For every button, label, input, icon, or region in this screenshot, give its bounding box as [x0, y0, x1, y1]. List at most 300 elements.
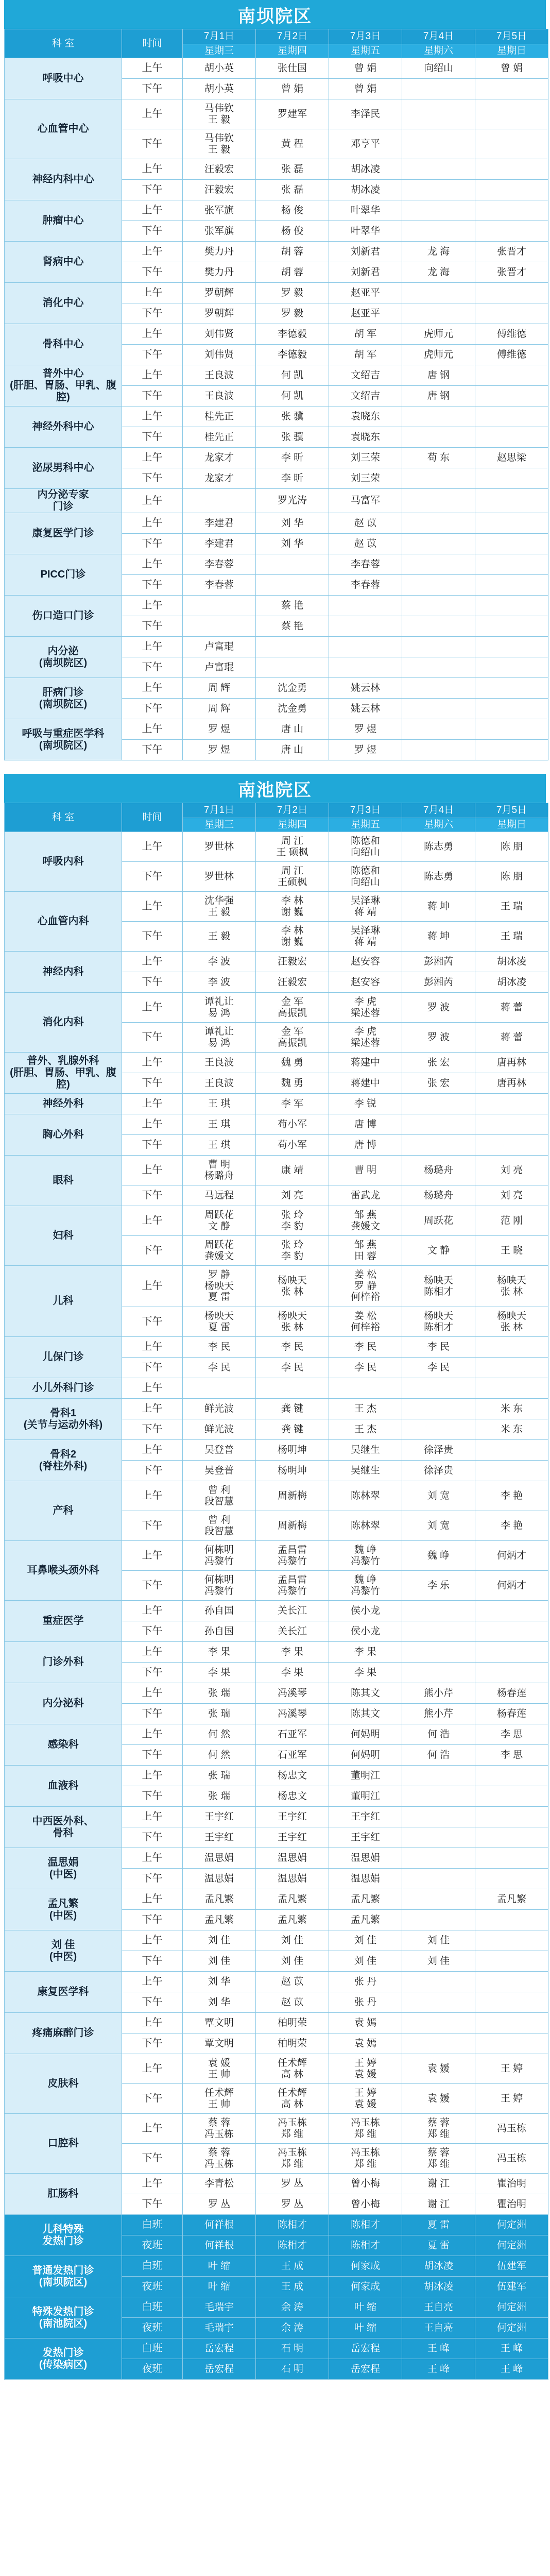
doctor-cell: 杨映天 张 林 — [475, 1266, 548, 1307]
doctor-cell — [475, 129, 548, 159]
doctor-cell: 毛瑞宇 — [183, 2318, 256, 2338]
time-slot: 下午 — [122, 468, 183, 489]
doctor-cell: 孟凡繁 — [329, 1910, 402, 1930]
schedule-table — [4, 29, 548, 760]
doctor-cell: 姜 松 罗 静 何梓裕 — [329, 1266, 402, 1307]
doctor-cell: 李 林 谢 巍 — [256, 892, 329, 922]
doctor-cell: 蒋 坤 — [402, 922, 475, 952]
doctor-cell — [475, 221, 548, 242]
doctor-cell — [475, 489, 548, 513]
table-row — [5, 1766, 548, 1786]
doctor-cell: 李 思 — [475, 1745, 548, 1766]
doctor-cell: 董明江 — [329, 1786, 402, 1807]
doctor-cell: 李 波 — [183, 972, 256, 993]
doctor-cell: 何祥根 — [183, 2235, 256, 2256]
time-slot: 上午 — [122, 1337, 183, 1358]
doctor-cell — [183, 596, 256, 616]
doctor-cell: 刘三荣 — [329, 468, 402, 489]
doctor-cell — [475, 427, 548, 448]
doctor-cell: 李建君 — [183, 513, 256, 534]
doctor-cell: 侯小龙 — [329, 1621, 402, 1642]
doctor-cell: 罗 丛 — [256, 2174, 329, 2194]
doctor-cell: 张 宏 — [402, 1053, 475, 1073]
doctor-cell — [475, 1807, 548, 1827]
doctor-cell: 何家成 — [329, 2277, 402, 2297]
doctor-cell: 王 婷 — [475, 2084, 548, 2114]
doctor-cell: 李 民 — [256, 1358, 329, 1378]
doctor-cell: 罗 煜 — [183, 740, 256, 760]
doctor-cell: 刘 佳 — [329, 1951, 402, 1972]
doctor-cell: 苟小军 — [256, 1114, 329, 1135]
doctor-cell: 吴继生 — [329, 1440, 402, 1461]
doctor-cell — [402, 1910, 475, 1930]
doctor-cell: 陈其文 — [329, 1704, 402, 1724]
doctor-cell: 杨忠文 — [256, 1786, 329, 1807]
doctor-cell: 任术辉 高 林 — [256, 2054, 329, 2084]
time-slot: 上午 — [122, 1266, 183, 1307]
doctor-cell — [475, 657, 548, 678]
doctor-cell: 何 凯 — [256, 365, 329, 386]
time-column-header: 时间 — [122, 803, 183, 832]
table-row — [5, 596, 548, 616]
doctor-cell — [256, 1378, 329, 1399]
doctor-cell: 罗 丛 — [256, 2194, 329, 2215]
doctor-cell: 蔡 蓉 冯玉栋 — [183, 2114, 256, 2144]
doctor-cell — [475, 699, 548, 719]
date-header: 7月5日 — [475, 803, 548, 818]
time-slot: 下午 — [122, 657, 183, 678]
doctor-cell: 谭礼让 易 鸿 — [183, 1023, 256, 1053]
time-slot: 下午 — [122, 2144, 183, 2174]
department-name: 神经内科 — [5, 952, 122, 993]
doctor-cell: 刘 亮 — [475, 1156, 548, 1185]
doctor-cell — [475, 200, 548, 221]
doctor-cell: 余 涛 — [256, 2297, 329, 2318]
doctor-cell: 叶 缩 — [329, 2297, 402, 2318]
department-name: 康复医学门诊 — [5, 513, 122, 554]
doctor-cell: 唐 山 — [256, 740, 329, 760]
time-slot: 上午 — [122, 1807, 183, 1827]
doctor-cell — [475, 2033, 548, 2054]
doctor-cell: 李 民 — [402, 1337, 475, 1358]
table-row — [5, 1337, 548, 1358]
doctor-cell: 冯溪琴 — [256, 1704, 329, 1724]
department-name: 眼科 — [5, 1156, 122, 1206]
doctor-cell: 刘 华 — [256, 513, 329, 534]
doctor-cell: 胡冰凌 — [475, 952, 548, 972]
time-slot: 上午 — [122, 2054, 183, 2084]
doctor-cell — [475, 596, 548, 616]
doctor-cell: 曹 明 — [329, 1156, 402, 1185]
time-slot: 下午 — [122, 1786, 183, 1807]
table-row — [5, 1156, 548, 1185]
doctor-cell: 刘 华 — [256, 534, 329, 554]
time-slot: 下午 — [122, 1461, 183, 1481]
doctor-cell — [475, 1440, 548, 1461]
time-slot: 上午 — [122, 1114, 183, 1135]
department-name: 骨科2 (脊柱外科) — [5, 1440, 122, 1481]
department-name: 普通发热门诊 (南坝院区) — [5, 2256, 122, 2297]
doctor-cell: 王 晓 — [475, 1236, 548, 1266]
date-header: 7月3日 — [329, 803, 402, 818]
doctor-cell — [475, 1951, 548, 1972]
doctor-cell: 鲜光波 — [183, 1399, 256, 1419]
doctor-cell: 袁 媛 — [402, 2054, 475, 2084]
doctor-cell: 向绍山 — [402, 58, 475, 79]
doctor-cell: 曾 利 段智慧 — [183, 1481, 256, 1511]
time-slot: 下午 — [122, 345, 183, 365]
doctor-cell: 米 东 — [475, 1399, 548, 1419]
table-row — [5, 1601, 548, 1621]
doctor-cell: 马远程 — [183, 1185, 256, 1206]
doctor-cell: 李 民 — [329, 1358, 402, 1378]
doctor-cell: 石 明 — [256, 2338, 329, 2359]
doctor-cell: 汪毅宏 — [256, 952, 329, 972]
table-row — [5, 200, 548, 221]
doctor-cell — [475, 1910, 548, 1930]
doctor-cell: 何家成 — [329, 2256, 402, 2277]
time-slot: 下午 — [122, 221, 183, 242]
doctor-cell: 卢富琨 — [183, 637, 256, 657]
department-name: 产科 — [5, 1481, 122, 1541]
time-slot: 上午 — [122, 513, 183, 534]
doctor-cell: 杨璐舟 — [402, 1156, 475, 1185]
doctor-cell: 夏 雷 — [402, 2215, 475, 2235]
date-header: 7月3日 — [329, 29, 402, 44]
doctor-cell: 何 然 — [183, 1724, 256, 1745]
doctor-cell: 唐 钢 — [402, 386, 475, 406]
doctor-cell: 杨映天 张 林 — [256, 1307, 329, 1337]
doctor-cell — [475, 283, 548, 303]
doctor-cell: 李 虎 梁述蓉 — [329, 993, 402, 1023]
table-row — [5, 2054, 548, 2084]
doctor-cell: 罗 丛 — [183, 2194, 256, 2215]
table-row — [5, 242, 548, 262]
time-slot: 上午 — [122, 1848, 183, 1869]
weekday-header: 星期四 — [256, 818, 329, 832]
doctor-cell — [329, 1378, 402, 1399]
doctor-cell: 胡冰凌 — [402, 2277, 475, 2297]
table-row — [5, 892, 548, 922]
doctor-cell: 曾 娟 — [329, 79, 402, 99]
doctor-cell: 李春蓉 — [183, 554, 256, 575]
table-row — [5, 1807, 548, 1827]
time-slot: 下午 — [122, 740, 183, 760]
doctor-cell — [402, 1601, 475, 1621]
doctor-cell — [402, 1889, 475, 1910]
doctor-cell — [402, 79, 475, 99]
department-name: 中西医外科、 骨科 — [5, 1807, 122, 1848]
table-row — [5, 1724, 548, 1745]
time-slot: 上午 — [122, 832, 183, 862]
campus-section — [0, 774, 550, 2380]
doctor-cell: 李 林 谢 巍 — [256, 922, 329, 952]
doctor-cell: 邹 燕 田 蓉 — [329, 1236, 402, 1266]
doctor-cell — [402, 596, 475, 616]
doctor-cell: 王 峰 — [402, 2338, 475, 2359]
doctor-cell — [256, 657, 329, 678]
doctor-cell: 刘新君 — [329, 242, 402, 262]
doctor-cell — [475, 740, 548, 760]
doctor-cell — [475, 1972, 548, 1992]
table-row — [5, 159, 548, 180]
doctor-cell: 桂先正 — [183, 427, 256, 448]
doctor-cell: 刘伟贤 — [183, 345, 256, 365]
doctor-cell: 赵 苡 — [256, 1972, 329, 1992]
doctor-cell: 刘 佳 — [183, 1930, 256, 1951]
doctor-cell — [329, 637, 402, 657]
weekday-header: 星期五 — [329, 44, 402, 58]
table-row — [5, 2174, 548, 2194]
doctor-cell: 沈金勇 — [256, 678, 329, 699]
doctor-cell — [475, 1461, 548, 1481]
time-slot: 下午 — [122, 1910, 183, 1930]
doctor-cell: 王宇红 — [329, 1827, 402, 1848]
doctor-cell — [402, 1663, 475, 1683]
doctor-cell: 叶 缩 — [183, 2277, 256, 2297]
doctor-cell: 李 昕 — [256, 448, 329, 468]
doctor-cell: 刘 佳 — [256, 1951, 329, 1972]
doctor-cell: 何定洲 — [475, 2297, 548, 2318]
doctor-cell: 刘 宽 — [402, 1481, 475, 1511]
table-row — [5, 554, 548, 575]
time-slot: 上午 — [122, 406, 183, 427]
doctor-cell — [475, 1642, 548, 1663]
doctor-cell — [183, 616, 256, 637]
doctor-cell: 冯玉栋 郑 维 — [329, 2144, 402, 2174]
doctor-cell: 陈相才 — [256, 2235, 329, 2256]
doctor-cell: 覃文明 — [183, 2013, 256, 2033]
doctor-cell: 胡冰凌 — [329, 159, 402, 180]
doctor-cell: 董明江 — [329, 1766, 402, 1786]
doctor-cell: 罗 静 杨映天 夏 雷 — [183, 1266, 256, 1307]
doctor-cell: 杨映天 陈相才 — [402, 1307, 475, 1337]
doctor-cell: 吴登普 — [183, 1461, 256, 1481]
department-name: 神经内科中心 — [5, 159, 122, 200]
time-slot: 上午 — [122, 1541, 183, 1571]
doctor-cell: 谢 江 — [402, 2174, 475, 2194]
time-slot: 夜班 — [122, 2277, 183, 2297]
doctor-cell — [475, 1848, 548, 1869]
doctor-cell — [402, 221, 475, 242]
doctor-cell — [475, 1766, 548, 1786]
doctor-cell: 袁晓东 — [329, 427, 402, 448]
doctor-cell: 张 磊 — [256, 159, 329, 180]
department-name: 重症医学 — [5, 1601, 122, 1642]
doctor-cell: 蔡 蓉 郑 维 — [402, 2114, 475, 2144]
doctor-cell: 蔡 艳 — [256, 596, 329, 616]
doctor-cell — [402, 1642, 475, 1663]
doctor-cell: 张 瑞 — [183, 1786, 256, 1807]
weekday-header: 星期六 — [402, 818, 475, 832]
department-name: 肝病门诊 (南坝院区) — [5, 678, 122, 719]
doctor-cell: 伍建军 — [475, 2256, 548, 2277]
doctor-cell: 魏 峥 冯黎竹 — [329, 1571, 402, 1601]
doctor-cell — [475, 99, 548, 129]
doctor-cell: 周新梅 — [256, 1481, 329, 1511]
doctor-cell: 文 静 — [402, 1236, 475, 1266]
doctor-cell — [402, 740, 475, 760]
table-row — [5, 324, 548, 345]
department-name: 泌尿男科中心 — [5, 448, 122, 489]
weekday-header: 星期六 — [402, 44, 475, 58]
doctor-cell: 王 杰 — [329, 1419, 402, 1440]
department-name: 肛肠科 — [5, 2174, 122, 2215]
doctor-cell: 蔡 蓉 冯玉栋 — [183, 2144, 256, 2174]
time-slot: 白班 — [122, 2338, 183, 2359]
department-name: 呼吸与重症医学科 (南坝院区) — [5, 719, 122, 760]
table-row — [5, 1053, 548, 1073]
doctor-cell — [475, 575, 548, 596]
doctor-cell — [475, 365, 548, 386]
department-name: 骨科中心 — [5, 324, 122, 365]
doctor-cell — [402, 513, 475, 534]
doctor-cell: 胡 军 — [329, 345, 402, 365]
department-name: 康复医学科 — [5, 1972, 122, 2013]
table-row — [5, 58, 548, 79]
table-row — [5, 1266, 548, 1307]
doctor-cell: 胡冰凌 — [475, 972, 548, 993]
doctor-cell: 何 浩 — [402, 1724, 475, 1745]
doctor-cell: 叶 缩 — [329, 2318, 402, 2338]
doctor-cell: 孟凡繁 — [183, 1889, 256, 1910]
doctor-cell — [475, 1094, 548, 1114]
time-slot: 上午 — [122, 448, 183, 468]
doctor-cell: 龙 海 — [402, 242, 475, 262]
doctor-cell: 周新梅 — [256, 1511, 329, 1541]
doctor-cell — [402, 1621, 475, 1642]
date-row — [5, 803, 548, 818]
table-row — [5, 283, 548, 303]
doctor-cell: 曾小梅 — [329, 2194, 402, 2215]
doctor-cell — [475, 159, 548, 180]
table-row — [5, 406, 548, 427]
doctor-cell: 王 峰 — [475, 2338, 548, 2359]
doctor-cell: 王 婷 袁 媛 — [329, 2054, 402, 2084]
table-row — [5, 2256, 548, 2277]
time-slot: 夜班 — [122, 2359, 183, 2380]
doctor-cell: 沈金勇 — [256, 699, 329, 719]
doctor-cell: 胡小英 — [183, 58, 256, 79]
doctor-cell: 柏明荣 — [256, 2033, 329, 2054]
time-slot: 下午 — [122, 1704, 183, 1724]
doctor-cell: 李 果 — [183, 1663, 256, 1683]
doctor-cell: 陈林翠 — [329, 1481, 402, 1511]
doctor-cell: 杨 俊 — [256, 221, 329, 242]
time-slot: 上午 — [122, 1206, 183, 1236]
doctor-cell: 瞿治明 — [475, 2194, 548, 2215]
department-name: 普外中心 (肝胆、胃肠、甲乳、腹腔) — [5, 365, 122, 406]
doctor-cell: 罗 煜 — [329, 719, 402, 740]
doctor-cell: 傅维德 — [475, 345, 548, 365]
doctor-cell — [402, 129, 475, 159]
doctor-cell: 陈德和 向绍山 — [329, 862, 402, 892]
doctor-cell — [402, 283, 475, 303]
table-row — [5, 1683, 548, 1704]
time-slot: 下午 — [122, 386, 183, 406]
time-slot: 上午 — [122, 1481, 183, 1511]
doctor-cell: 米 东 — [475, 1419, 548, 1440]
doctor-cell — [475, 1869, 548, 1889]
doctor-cell: 胡 蓉 — [256, 262, 329, 283]
department-name: 呼吸内科 — [5, 832, 122, 892]
doctor-cell: 王 瑞 — [475, 892, 548, 922]
doctor-cell: 刘三荣 — [329, 448, 402, 468]
doctor-cell — [402, 678, 475, 699]
doctor-cell — [475, 406, 548, 427]
doctor-cell — [402, 427, 475, 448]
doctor-cell — [475, 1337, 548, 1358]
doctor-cell — [475, 1378, 548, 1399]
doctor-cell: 赵 苡 — [256, 1992, 329, 2013]
time-slot: 下午 — [122, 1185, 183, 1206]
doctor-cell: 侯小龙 — [329, 1601, 402, 1621]
doctor-cell — [402, 1378, 475, 1399]
time-slot: 下午 — [122, 262, 183, 283]
doctor-cell: 罗 煜 — [329, 740, 402, 760]
doctor-cell: 温思娟 — [183, 1848, 256, 1869]
table-row — [5, 993, 548, 1023]
doctor-cell: 吴泽琳 蒋 靖 — [329, 892, 402, 922]
doctor-cell: 金 军 高振凯 — [256, 1023, 329, 1053]
time-slot: 上午 — [122, 99, 183, 129]
doctor-cell: 余 涛 — [256, 2318, 329, 2338]
doctor-cell — [402, 616, 475, 637]
doctor-cell: 虎师元 — [402, 345, 475, 365]
doctor-cell: 唐 钢 — [402, 365, 475, 386]
doctor-cell — [329, 596, 402, 616]
table-row — [5, 952, 548, 972]
doctor-cell — [402, 719, 475, 740]
section-title: 南池院区 — [4, 774, 546, 803]
doctor-cell: 李 民 — [183, 1358, 256, 1378]
doctor-cell — [402, 1419, 475, 1440]
doctor-cell — [402, 1827, 475, 1848]
schedule-table — [4, 803, 548, 2380]
table-row — [5, 1848, 548, 1869]
doctor-cell: 吴继生 — [329, 1461, 402, 1481]
doctor-cell — [475, 468, 548, 489]
doctor-cell: 孟凡繁 — [329, 1889, 402, 1910]
department-name: 发热门诊 (传染病区) — [5, 2338, 122, 2380]
table-row — [5, 448, 548, 468]
doctor-cell — [475, 1114, 548, 1135]
doctor-cell: 李 思 — [475, 1724, 548, 1745]
doctor-cell — [475, 303, 548, 324]
doctor-cell: 罗 波 — [402, 993, 475, 1023]
table-header — [5, 29, 548, 58]
doctor-cell: 沈华强 王 毅 — [183, 892, 256, 922]
doctor-cell: 刘伟贤 — [183, 324, 256, 345]
doctor-cell: 马伟钦 王 毅 — [183, 99, 256, 129]
department-name: 神经外科 — [5, 1094, 122, 1114]
doctor-cell: 陈相才 — [256, 2215, 329, 2235]
doctor-cell: 覃文明 — [183, 2033, 256, 2054]
doctor-cell — [329, 657, 402, 678]
doctor-cell: 李 锐 — [329, 1094, 402, 1114]
doctor-cell: 苟 东 — [402, 448, 475, 468]
doctor-cell: 蒋 坤 — [402, 892, 475, 922]
doctor-cell — [475, 1621, 548, 1642]
doctor-cell: 岳宏程 — [329, 2359, 402, 2380]
time-slot: 下午 — [122, 1236, 183, 1266]
doctor-cell: 温思娟 — [183, 1869, 256, 1889]
doctor-cell: 李 果 — [256, 1663, 329, 1683]
doctor-cell: 赵安容 — [329, 952, 402, 972]
doctor-cell: 王良波 — [183, 365, 256, 386]
section-title: 南坝院区 — [4, 0, 546, 29]
doctor-cell: 姚云林 — [329, 699, 402, 719]
